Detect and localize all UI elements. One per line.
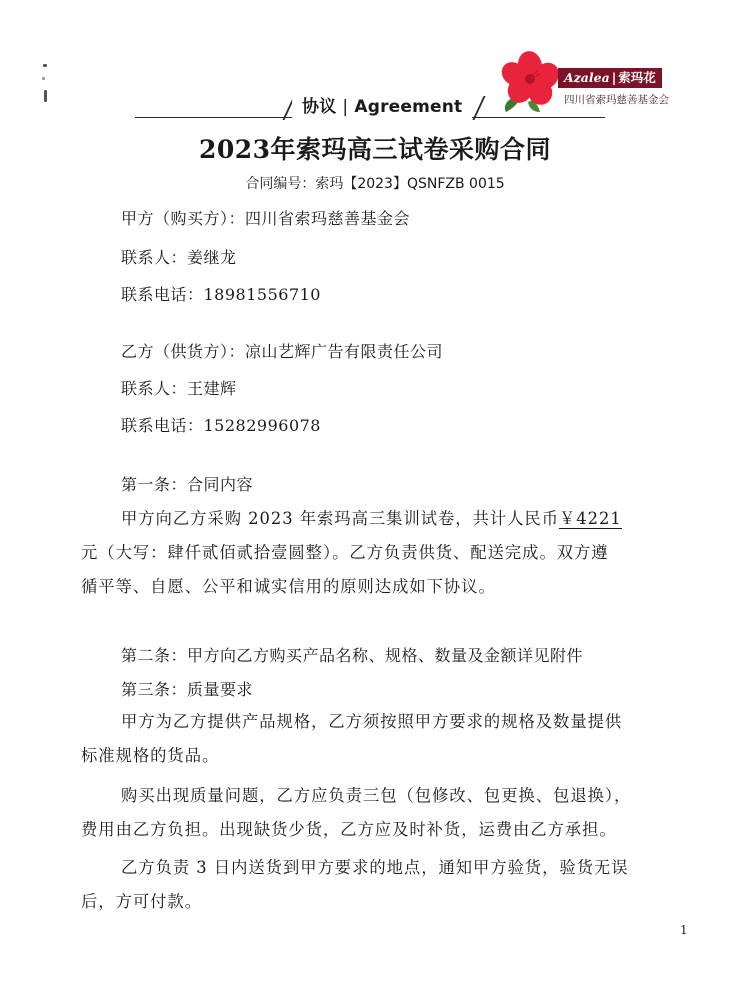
- article-1-line-2: 元（大写：肆仟贰佰贰拾壹圆整）。乙方负责供货、配送完成。双方遵: [81, 543, 609, 562]
- logo-name-en: Azalea: [564, 70, 610, 85]
- foundation-logo: [500, 46, 685, 116]
- agreement-tag-en: Agreement: [354, 97, 463, 117]
- article-3-body: [81, 705, 731, 919]
- agreement-tag-sep: |: [342, 97, 349, 117]
- article-3-p3-line-2: 后，方可付款。: [81, 892, 202, 911]
- contract-number: 合同编号：索玛【2023】QSNFZB 0015: [245, 176, 505, 192]
- article-3-p2-line-1: 购买出现质量问题，乙方应负责三包（包修改、包更换、包退换），: [121, 786, 632, 805]
- logo-divider: |: [611, 70, 617, 85]
- party-b-phone: 联系电话：15282996078: [121, 416, 321, 435]
- party-a-contact: 联系人：姜继龙: [121, 248, 237, 267]
- scan-speck: [42, 77, 45, 80]
- article-2: 第二条：甲方向乙方购买产品名称、规格、数量及金额详见附件: [121, 646, 584, 665]
- article-3-heading: 第三条：质量要求: [121, 680, 254, 699]
- article-3-p2-line-2: 费用由乙方负担。出现缺货少货，乙方应及时补货，运费由乙方承担。: [81, 820, 617, 839]
- page-number: 1: [680, 923, 688, 937]
- article-1-line-1-text: 甲方向乙方采购 2023 年索玛高三集训试卷，共计人民币: [121, 509, 559, 528]
- article-3-p1-line-2: 标准规格的货品。: [81, 746, 220, 765]
- article-1-line-3: 循平等、自愿、公平和诚实信用的原则达成如下协议。: [81, 577, 496, 596]
- article-1-line-1: [81, 502, 731, 536]
- article-3-p3-line-1: 乙方负责 3 日内送货到甲方要求的地点，通知甲方验货，验货无误: [121, 858, 629, 877]
- party-b-contact: 联系人：王建辉: [121, 379, 237, 398]
- contract-amount: ￥4221: [558, 509, 622, 528]
- scan-speck: [43, 64, 47, 67]
- agreement-tag: [292, 96, 472, 118]
- document-title: 2023年索玛高三试卷采购合同: [198, 135, 552, 164]
- article-3-p1-line-1: 甲方为乙方提供产品规格，乙方须按照甲方要求的规格及数量提供: [121, 712, 623, 731]
- scan-speck: [44, 90, 47, 102]
- logo-wordmark: [558, 68, 662, 88]
- article-1-heading: 第一条：合同内容: [121, 475, 254, 494]
- party-a-name: 甲方（购买方）：四川省索玛慈善基金会: [121, 209, 411, 228]
- party-b-name: 乙方（供货方）：凉山艺辉广告有限责任公司: [121, 342, 444, 361]
- logo-org-name: 四川省索玛慈善基金会: [564, 94, 669, 106]
- party-a-phone: 联系电话：18981556710: [121, 285, 321, 304]
- agreement-tag-cn: 协议: [302, 97, 337, 117]
- logo-name-cn: 索玛花: [618, 70, 656, 85]
- article-1-body: [81, 502, 731, 604]
